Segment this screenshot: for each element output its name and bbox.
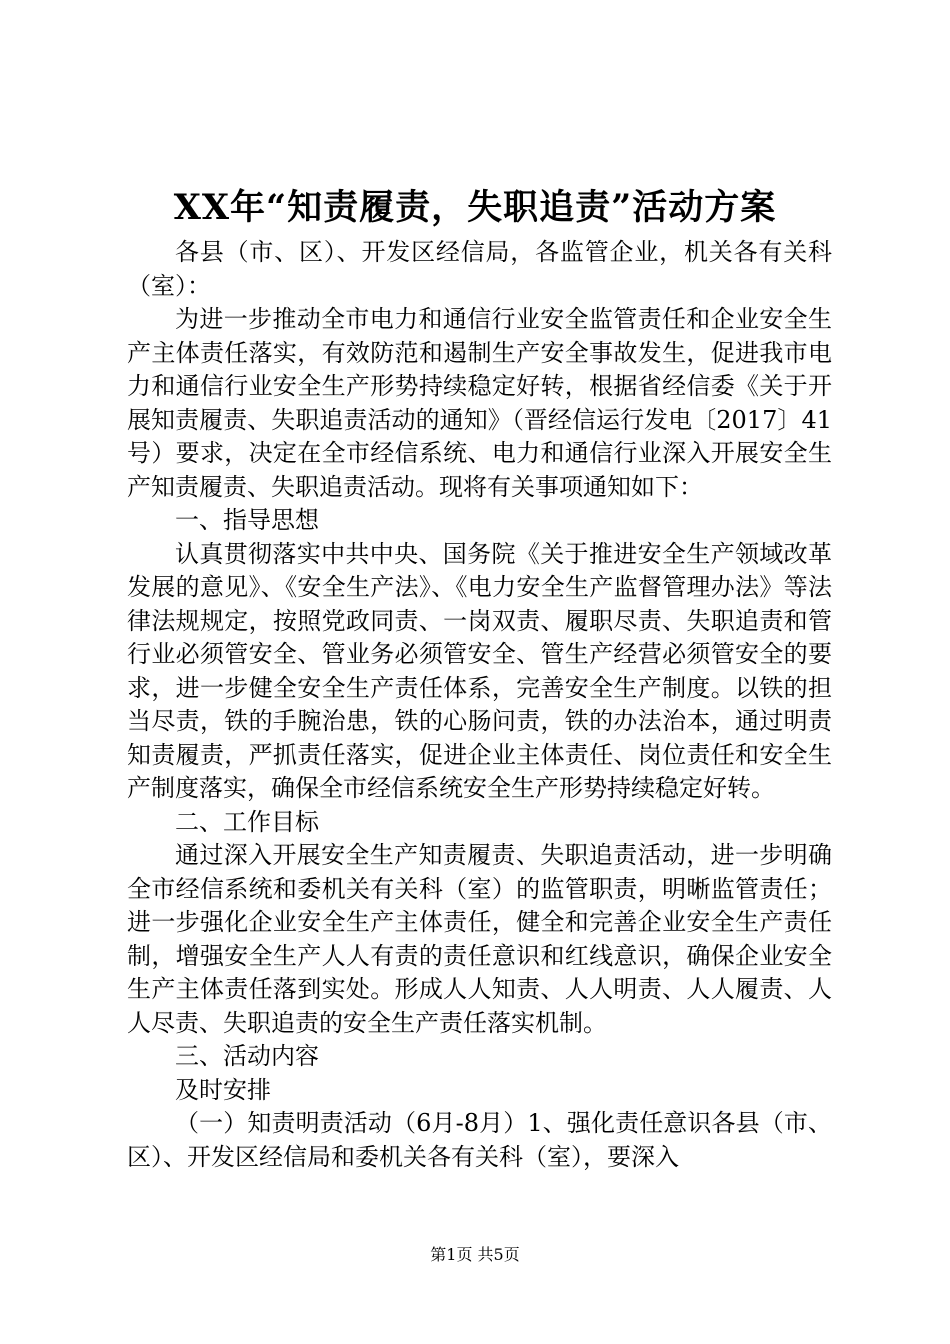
section-heading-activity-content: 三、活动内容 xyxy=(175,1042,319,1070)
intro-paragraph: 为进一步推动全市电力和通信行业安全监管责任和企业安全生产主体责任落实，有效防范和遏制生产安全事故发生，促进我市电力和通信行业安全生产形势持续稳定好转，根据省经信委《关于开展知责履责、失职追责活动的通知》（晋经信运行发电〔2017〕41号）要求，决定在全市经信系统、电力和通信行业深入开展安全生产知责履责、失职追责活动。现将有关事项通知如下： xyxy=(127,305,832,501)
section-heading-schedule: 及时安排 xyxy=(175,1075,271,1104)
work-goals-paragraph: 通过深入开展安全生产知责履责、失职追责活动，进一步明确全市经信系统和委机关有关科（室）的监管职责，明晰监管责任；进一步强化企业安全生产主体责任，健全和完善企业安全生产责任制，增强安全生产人人有责的责任意识和红线意识，确保企业安全生产主体责任落到实处。形成人人知责、人人明责、人人履责、人人尽责、失职追责的安全生产责任落实机制。 xyxy=(127,841,832,1037)
activity-paragraph: （一）知责明责活动（6月-8月）1、强化责任意识各县（市、区）、开发区经信局和委机关各有关科（室），要深入 xyxy=(127,1109,832,1171)
section-heading-guiding-thought: 一、指导思想 xyxy=(175,506,319,534)
document-body xyxy=(127,236,832,1174)
guiding-thought-paragraph: 认真贯彻落实中共中央、国务院《关于推进安全生产领域改革发展的意见》、《安全生产法》、《电力安全生产监督管理办法》等法律法规规定，按照党政同责、一岗双责、履职尽责、失职追责和管行业必须管安全、管业务必须管安全、管生产经营必须管安全的要求，进一步健全安全生产责任体系，完善安全生产制度。以铁的担当尽责，铁的手腕治患，铁的心肠问责，铁的办法治本，通过明责知责履责，严抓责任落实，促进企业主体责任、岗位责任和安全生产制度落实，确保全市经信系统安全生产形势持续稳定好转。 xyxy=(127,539,832,802)
page-number-footer: 第1页 共5页 xyxy=(430,1245,520,1264)
section-heading-work-goals: 二、工作目标 xyxy=(175,807,319,836)
document-title: XX年“知责履责，失职追责”活动方案 xyxy=(173,187,777,228)
salutation-paragraph: 各县（市、区）、开发区经信局，各监管企业，机关各有关科（室）： xyxy=(127,238,832,300)
